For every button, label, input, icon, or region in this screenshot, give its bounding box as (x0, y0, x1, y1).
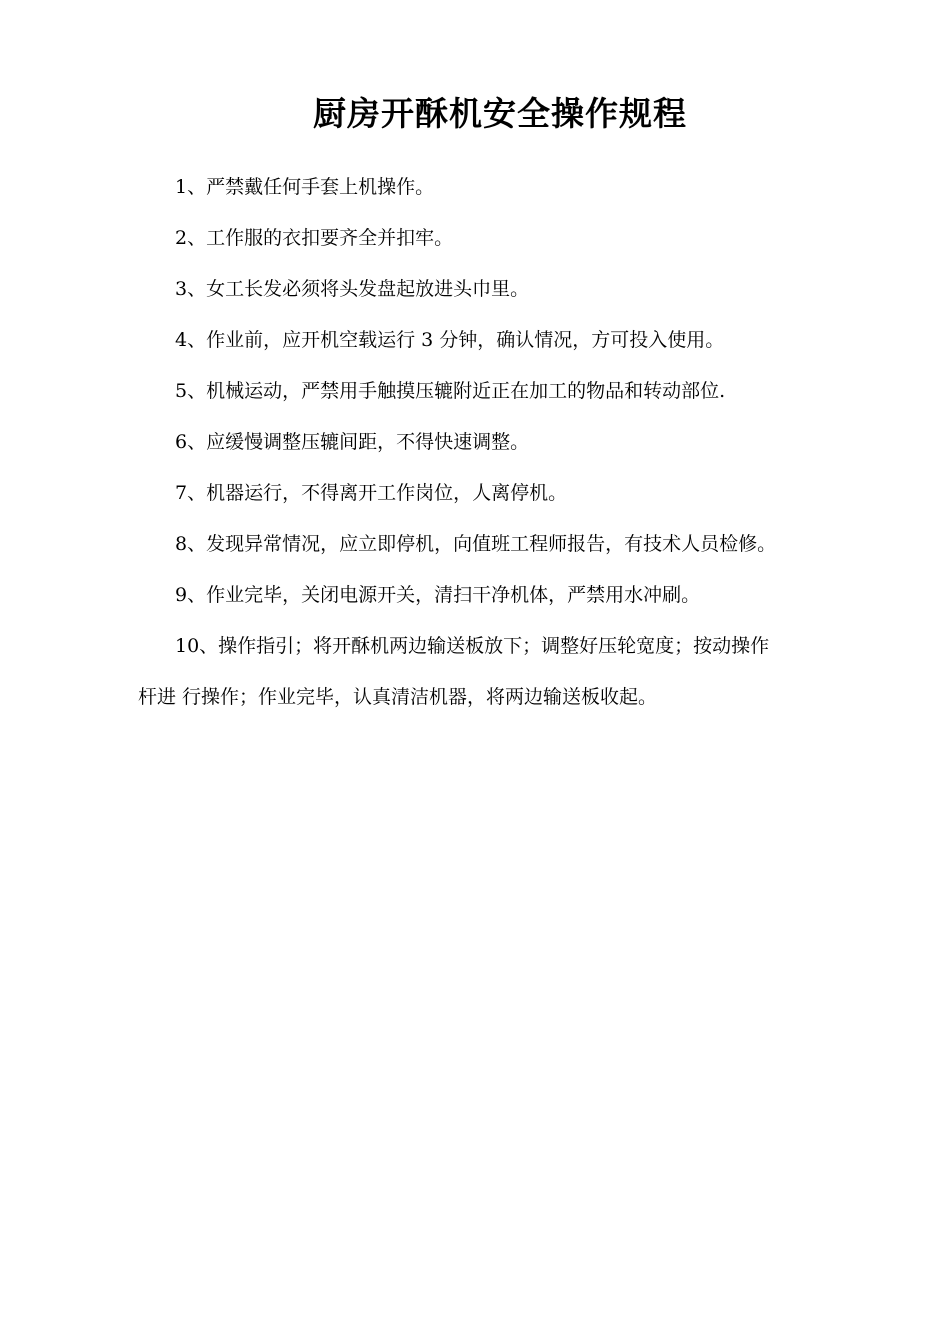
rule-item-10 (0, 621, 950, 723)
rule-text: 5、机械运动，严禁用手触摸压辘附近正在加工的物品和转动部位. (175, 380, 726, 402)
document-title: 厨房开酥机安全操作规程 (313, 94, 687, 133)
rule-text: 4、作业前，应开机空载运行 3 分钟，确认情况，方可投入使用。 (175, 329, 725, 351)
rule-item (0, 468, 950, 519)
rule-text: 3、女工长发必须将头发盘起放进头巾里。 (175, 278, 530, 300)
rule-item (0, 366, 950, 417)
rule-item (0, 519, 950, 570)
rule-item (0, 213, 950, 264)
rule-item (0, 162, 950, 213)
rule-text: 9、作业完毕，关闭电源开关，清扫干净机体，严禁用水冲刷。 (175, 584, 701, 606)
rules-list (0, 162, 950, 723)
rule-item (0, 417, 950, 468)
rule-text: 6、应缓慢调整压辘间距，不得快速调整。 (175, 431, 530, 453)
rule-10-line-1: 10、操作指引；将开酥机两边输送板放下；调整好压轮宽度；按动操作 (175, 635, 770, 657)
rule-item (0, 570, 950, 621)
rule-10-line-2: 杆进 行操作；作业完毕，认真清洁机器，将两边输送板收起。 (138, 686, 658, 708)
rule-item (0, 315, 950, 366)
rule-item (0, 264, 950, 315)
rule-text: 2、工作服的衣扣要齐全并扣牢。 (175, 227, 454, 249)
rule-text: 8、发现异常情况，应立即停机，向值班工程师报告，有技术人员检修。 (175, 533, 777, 555)
rule-text: 7、机器运行，不得离开工作岗位，人离停机。 (175, 482, 568, 504)
rule-text: 1、严禁戴任何手套上机操作。 (175, 176, 435, 198)
